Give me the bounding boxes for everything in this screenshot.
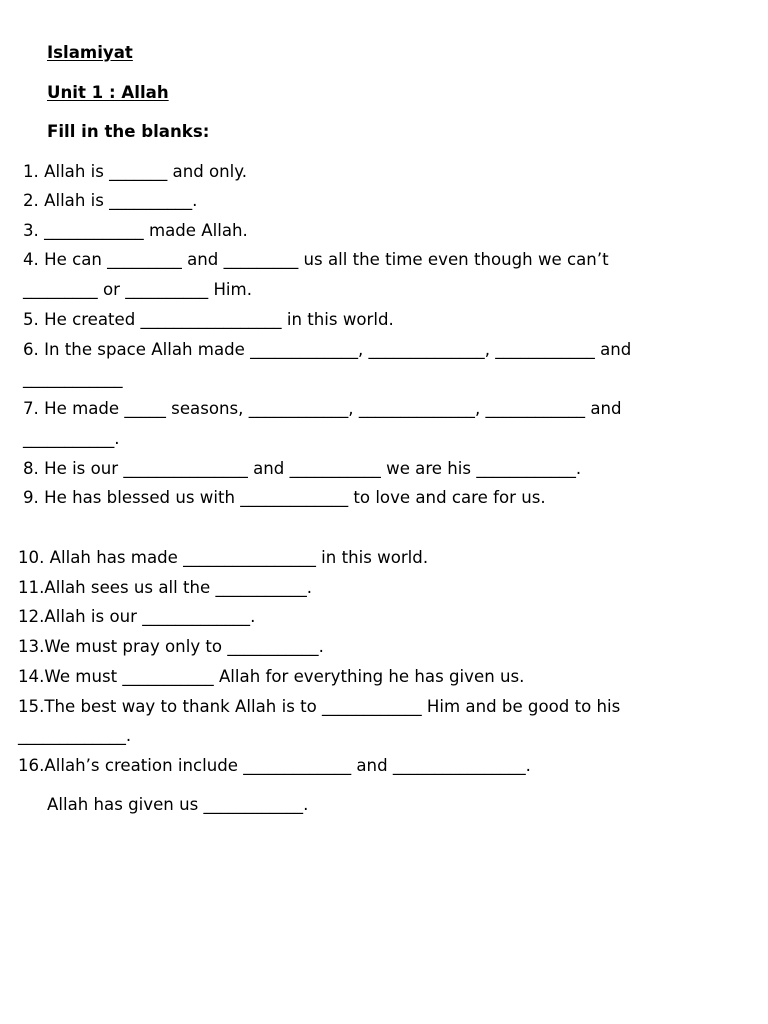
question-line: 8. He is our _______________ and ___________ we are his ____________.	[23, 459, 582, 478]
question-line: 13.We must pray only to ___________.	[18, 637, 324, 656]
question-line: 12.Allah is our _____________.	[18, 607, 256, 626]
question-line: 6. In the space Allah made _____________, ______________, ____________ and	[23, 340, 632, 359]
question-line: 4. He can _________ and _________ us all the time even though we can’t	[23, 250, 609, 269]
subject-title: Islamiyat	[47, 43, 133, 62]
question-line: 2. Allah is __________.	[23, 191, 198, 210]
question-line: 9. He has blessed us with _____________ to love and care for us.	[23, 488, 546, 507]
question-line: 10. Allah has made ________________ in this world.	[18, 548, 429, 567]
question-line: 3. ____________ made Allah.	[23, 221, 248, 240]
question-line: 16.Allah’s creation include _____________ and ________________.	[18, 756, 531, 775]
question-line: 7. He made _____ seasons, ____________, ______________, ____________ and	[23, 399, 622, 418]
question-line: 1. Allah is _______ and only.	[23, 162, 248, 181]
unit-title: Unit 1 : Allah	[47, 83, 169, 102]
instruction-heading: Fill in the blanks:	[47, 122, 210, 141]
question-line-continuation: _________ or __________ Him.	[23, 280, 252, 299]
final-statement-line: Allah has given us ____________.	[47, 795, 309, 814]
question-line-continuation: ____________	[23, 369, 123, 388]
question-line: 14.We must ___________ Allah for everything he has given us.	[18, 667, 525, 686]
question-line: 11.Allah sees us all the ___________.	[18, 578, 313, 597]
question-line: 5. He created _________________ in this world.	[23, 310, 394, 329]
question-line-continuation: _____________.	[18, 726, 132, 745]
question-line-continuation: ___________.	[23, 429, 120, 448]
question-line: 15.The best way to thank Allah is to ____________ Him and be good to his	[18, 697, 621, 716]
